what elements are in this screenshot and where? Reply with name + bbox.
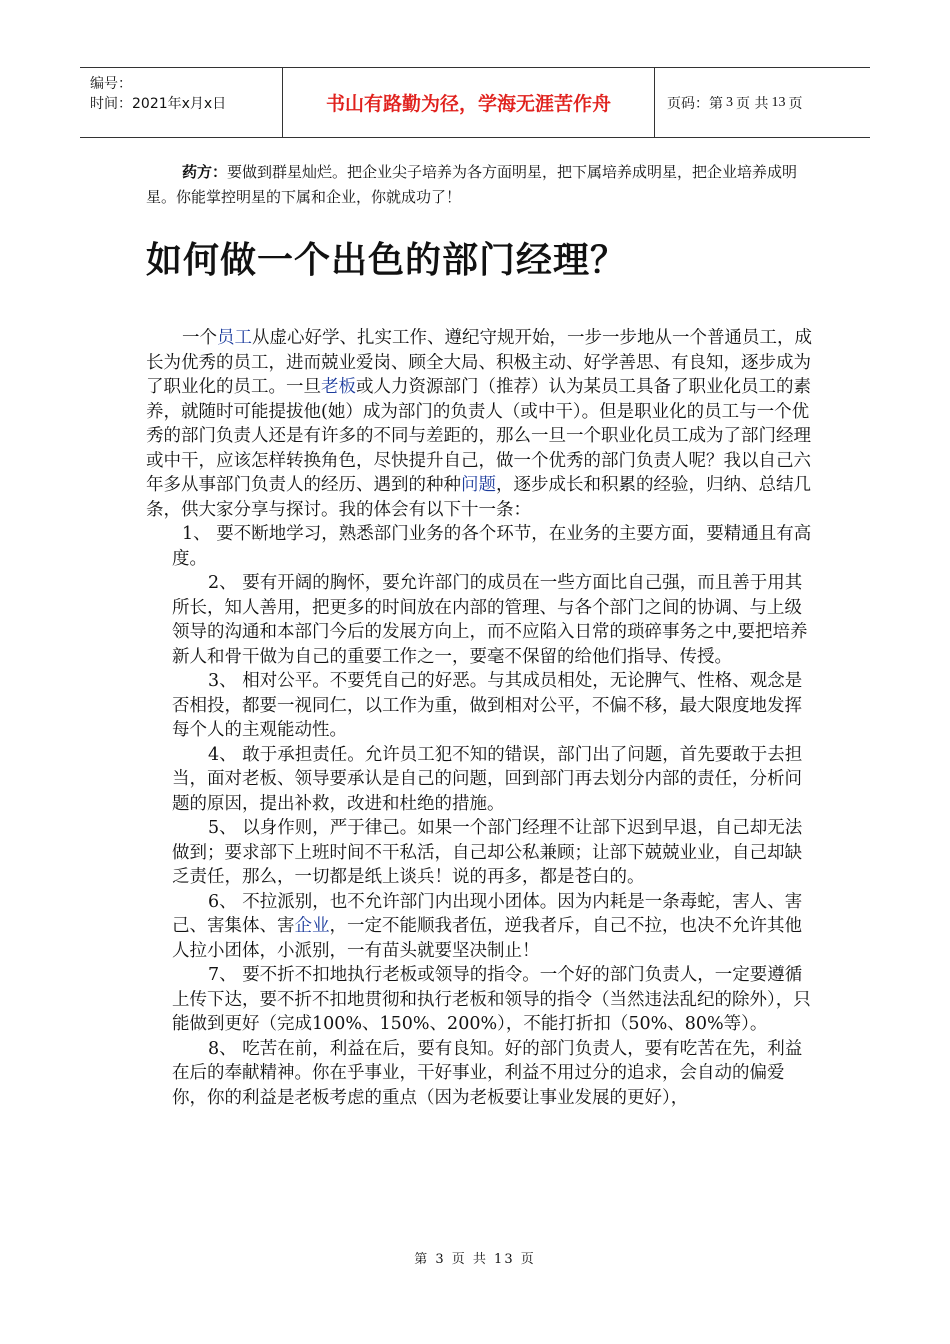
list-item: 7、 要不折不扣地执行老板或领导的指令。一个好的部门负责人，一定要遵循上传下达，要不折不扣地贯彻和执行老板和领导的指令（当然违法乱纪的除外），只能做到更好（完成100%、150%、200%），不能打折扣（50%、80%等）。 — [172, 965, 811, 1034]
item6-text: 6、 不拉派别，也不允许部门内出现小团体。因为内耗是一条毒蛇，害人、害己、害集体、害 — [172, 891, 803, 936]
list-item: 2、 要有开阔的胸怀，要允许部门的成员在一些方面比自己强，而且善于用其所长，知人善用，把更多的时间放在内部的管理、与各个部门之间的协调、与上级领导的沟通和本部门今后的发展方向上，而不应陷入日常的琐碎事务之中,要把培养新人和骨干做为自己的重要工作之一，要毫不保留的给他们指导、传授。 — [172, 573, 808, 667]
list-item: 3、 相对公平。不要凭自己的好恶。与其成员相处，无论脾气、性格、观念是否相投，都要一视同仁，以工作为重，做到相对公平，不偏不移，最大限度地发挥每个人的主观能动性。 — [172, 671, 803, 740]
code-label: 编号： — [90, 76, 132, 92]
lead-text-2: 从虚心好学、扎实工作、遵纪守规开始，一步一步地从一个普通员工，成长为优秀的员工，进而兢业爱岗、顾全大局、积极主动、好学善思、有良知，逐步成为了职业化的员工。一旦 — [146, 328, 812, 397]
page-suffix: 页 — [788, 95, 803, 112]
page-num: 3 — [726, 94, 733, 110]
lead-text-3: 或人力资源部门（推荐）认为某员工具备了职业化员工的素养，就随时可能提拔他(她）成为部门的负责人（或中干）。但是职业化的员工与一个优秀的部门负责人还是有许多的不同与差距的，那么一旦一个职业化员工成为了部门经理或中干，应该怎样转换角色，尽快提升自己，做一个优秀的部门负责人呢？我以自己六年多从事部门负责人的经历、遇到的种种 — [146, 377, 811, 495]
page-title: 如何做一个出色的部门经理？ — [146, 240, 628, 281]
header-meta — [80, 68, 283, 137]
intro-text: 要做到群星灿烂。把企业尖子培养为各方面明星，把下属培养成明星，把企业培养成明星。你能掌控明星的下属和企业，你就成功了！ — [146, 163, 798, 206]
date-label: 时间：2021年x月x日 — [90, 96, 227, 112]
header-page-number — [655, 68, 870, 137]
lead-text-1: 一个 — [182, 328, 217, 348]
article-body — [146, 326, 818, 1110]
list-item: 4、 敢于承担责任。允许员工犯不知的错误，部门出了问题，首先要敢于去担当，面对老板、领导要承认是自己的问题，回到部门再去划分内部的责任，分析问题的原因，提出补救，改进和杜绝的措施。 — [172, 744, 803, 814]
header-motto: 书山有路勤为径，学海无涯苦作舟 — [283, 68, 655, 137]
intro-paragraph — [146, 160, 816, 210]
link-employee[interactable]: 员工 — [217, 328, 252, 348]
lead-paragraph — [146, 326, 818, 522]
intro-bold-label: 药方： — [182, 163, 228, 181]
page-prefix: 页码：第 — [667, 95, 723, 112]
list-item: 1、 要不断地学习，熟悉部门业务的各个环节，在业务的主要方面，要精通且有高度。 — [172, 524, 812, 569]
lead-text-4: ，逐步成长和积累的经验，归纳、总结几条，供大家分享与探讨。我的体会有以下十一条： — [146, 475, 811, 520]
list-item: 5、 以身作则，严于律己。如果一个部门经理不让部下迟到早退，自己却无法做到；要求部下上班时间不干私活，自己却公私兼顾；让部下兢兢业业，自己却缺乏责任，那么，一切都是纸上谈兵！说的再多，都是苍白的。 — [172, 818, 803, 887]
page-mid: 页 共 — [736, 95, 769, 112]
list-item — [146, 890, 818, 964]
item6-rest: ，一定不能顺我者伍，逆我者斥，自己不拉，也决不允许其他人拉小团体，小派别，一有苗头就要坚决制止！ — [172, 916, 802, 961]
link-problem[interactable]: 问题 — [461, 475, 496, 495]
list-item: 8、 吃苦在前，利益在后，要有良知。好的部门负责人，要有吃苦在先，利益在后的奉献精神。你在乎事业，干好事业，利益不用过分的追求，会自动的偏爱你，你的利益是老板考虑的重点（因为老板要让事业发展的更好）， — [172, 1038, 803, 1108]
link-enterprise[interactable]: 企业 — [294, 916, 330, 936]
link-boss[interactable]: 老板 — [321, 377, 356, 397]
page-total: 13 — [771, 94, 786, 110]
page-header — [80, 67, 870, 138]
page-footer: 第 3 页 共 13 页 — [414, 1252, 536, 1267]
